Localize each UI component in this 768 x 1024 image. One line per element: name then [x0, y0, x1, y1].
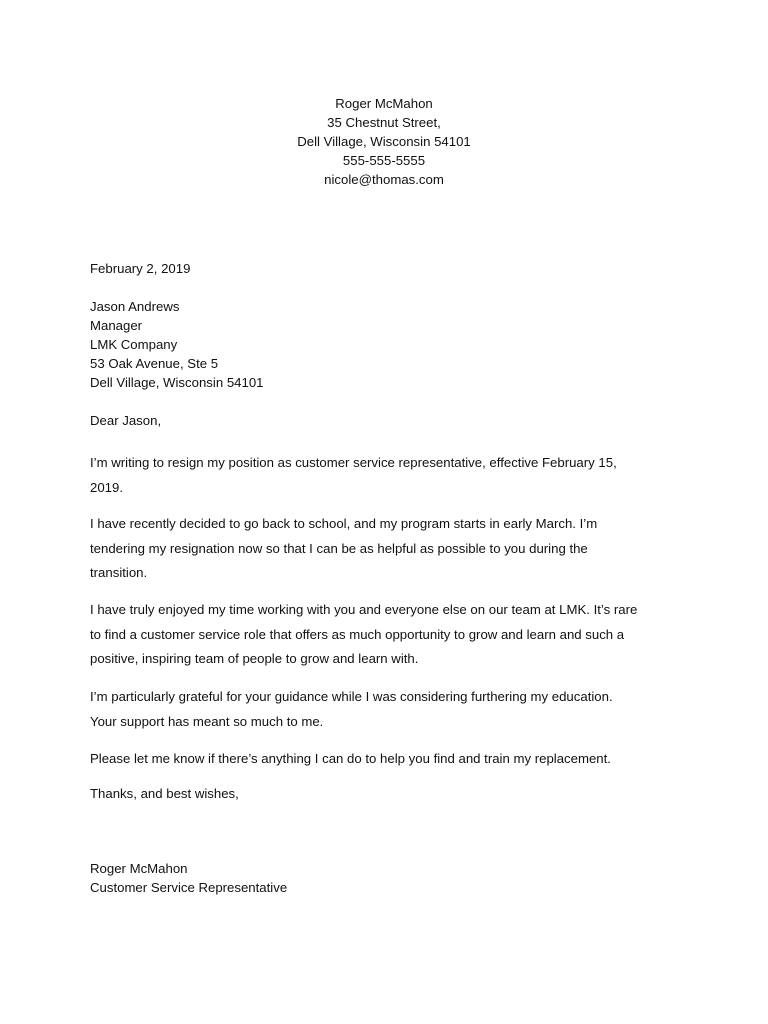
paragraph-line: tendering my resignation now so that I can be as helpful as possible to you during the — [90, 540, 588, 556]
recipient-address-block — [90, 297, 680, 392]
body-paragraph — [90, 512, 680, 586]
paragraph-line: I have truly enjoyed my time working with you and everyone else on our team at LMK. It’s rare — [90, 602, 638, 617]
paragraph-line: Your support has meant so much to me. — [90, 713, 324, 729]
sender-phone: 555-555-5555 — [342, 153, 426, 168]
recipient-company: LMK Company — [90, 337, 178, 352]
signature-block — [90, 859, 680, 897]
paragraph-line: to find a customer service role that offers as much opportunity to grow and learn and such a — [90, 626, 625, 642]
paragraph-line: I’m particularly grateful for your guidance while I was considering furthering my education. — [90, 689, 613, 704]
sender-name: Roger McMahon — [335, 96, 433, 111]
body-paragraph — [90, 598, 680, 672]
body-paragraph — [90, 747, 680, 772]
sender-address-block — [0, 94, 768, 189]
body-paragraph — [90, 685, 680, 734]
closing: Thanks, and best wishes, — [90, 786, 239, 801]
signature-name: Roger McMahon — [90, 861, 188, 876]
recipient-city: Dell Village, Wisconsin 54101 — [90, 375, 264, 390]
paragraph-line: Please let me know if there’s anything I can do to help you find and train my replacement. — [90, 751, 611, 766]
paragraph-line: I have recently decided to go back to school, and my program starts in early March. I’m — [90, 516, 598, 531]
signature-title: Customer Service Representative — [90, 880, 288, 895]
sender-email: nicole@thomas.com — [324, 172, 444, 187]
letter-date: February 2, 2019 — [90, 261, 191, 276]
paragraph-line: I’m writing to resign my position as customer service representative, effective February 15, — [90, 455, 617, 470]
recipient-name: Jason Andrews — [90, 299, 180, 314]
sender-city: Dell Village, Wisconsin 54101 — [297, 134, 471, 149]
recipient-title: Manager — [90, 318, 143, 333]
paragraph-line: 2019. — [90, 479, 124, 495]
salutation: Dear Jason, — [90, 413, 162, 428]
recipient-street: 53 Oak Avenue, Ste 5 — [90, 356, 219, 371]
sender-street: 35 Chestnut Street, — [327, 115, 441, 130]
paragraph-line: positive, inspiring team of people to grow and learn with. — [90, 651, 419, 666]
body-paragraph — [90, 451, 680, 500]
paragraph-line: transition. — [90, 565, 148, 580]
